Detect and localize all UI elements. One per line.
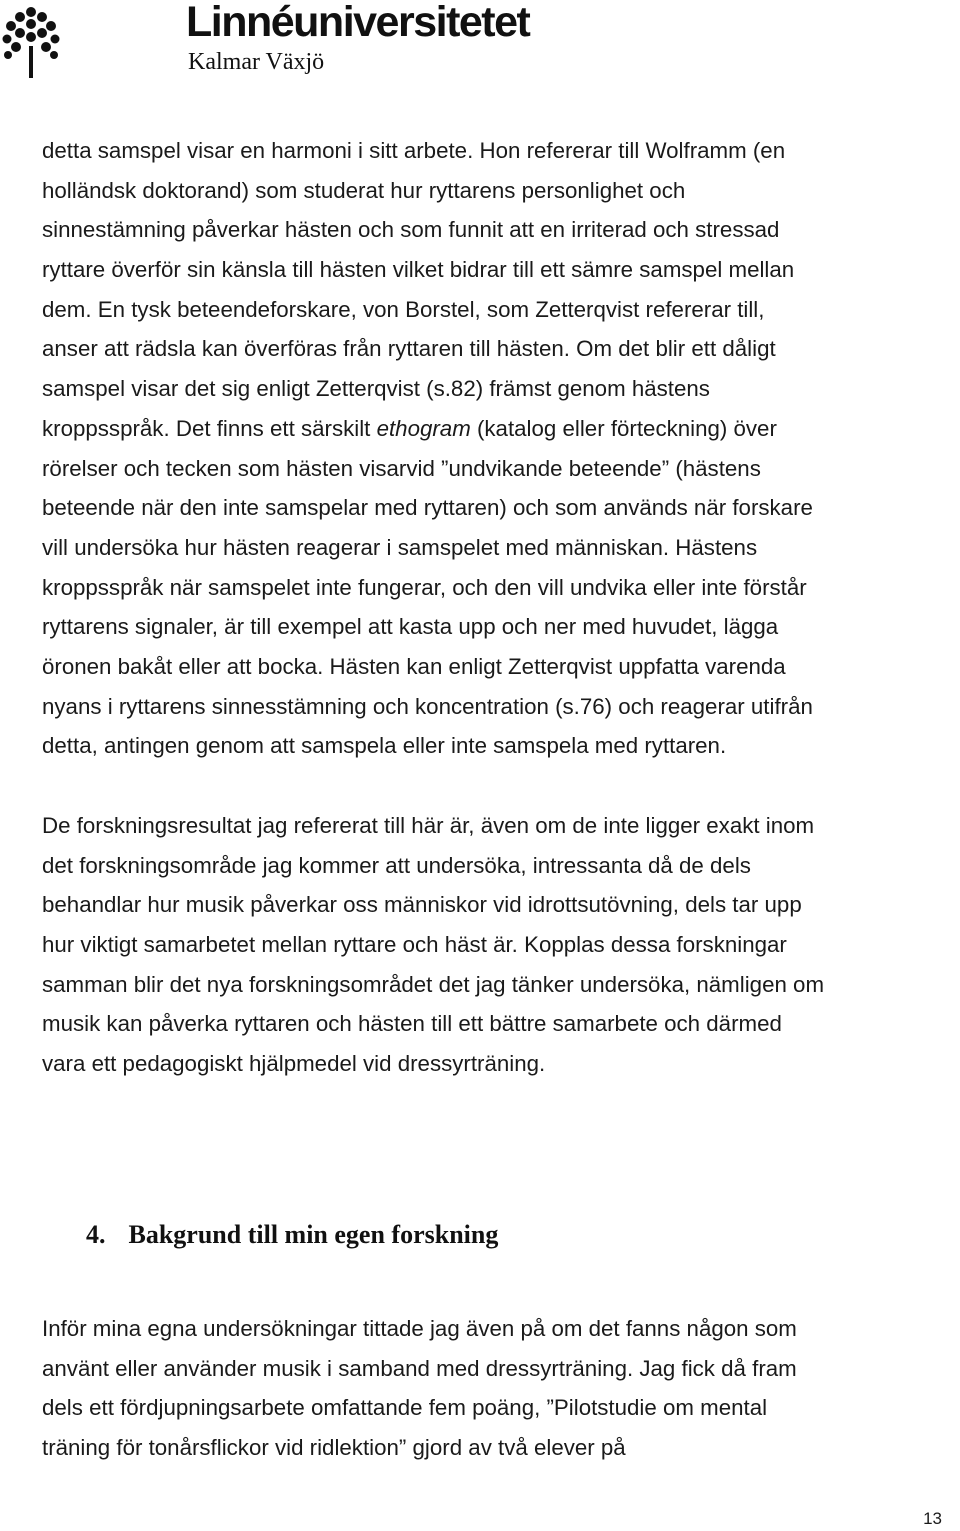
text-line: träning för tonårsflickor vid ridlektion” gjord av två elever på	[42, 1435, 626, 1461]
section-number: 4.	[86, 1220, 106, 1249]
text-fragment: kroppsspråk. Det finns ett särskilt	[42, 415, 377, 441]
text-line: dels ett fördjupningsarbete omfattande fem poäng, ”Pilotstudie om mental	[42, 1395, 768, 1421]
text-line: nyans i ryttarens sinnesstämning och koncentration (s.76) och reagerar utifrån	[42, 693, 813, 719]
italic-term: ethogram	[376, 415, 471, 441]
text-line: vara ett pedagogiskt hjälpmedel vid dressyrträning.	[42, 1051, 546, 1077]
text-line: kroppsspråk när samspelet inte fungerar, och den vill undvika eller inte förstår	[42, 574, 807, 600]
paragraph-2	[42, 806, 960, 1084]
text-line: detta samspel visar en harmoni i sitt arbete. Hon refererar till Wolframm (en	[42, 138, 786, 163]
text-line: holländsk doktorand) som studerat hur ryttarens personlighet och	[42, 177, 686, 203]
text-line: rörelser och tecken som hästen visarvid ”undvikande beteende” (hästens	[42, 455, 761, 481]
text-line: hur viktigt samarbetet mellan ryttare och häst är. Kopplas dessa forskningar	[42, 932, 787, 958]
text-line: musik kan påverka ryttaren och hästen till ett bättre samarbete och därmed	[42, 1011, 782, 1037]
header	[0, 0, 700, 80]
text-line: detta, antingen genom att samspela eller inte samspela med ryttaren.	[42, 733, 727, 759]
text-line: ryttare överför sin känsla till hästen vilket bidrar till ett sämre samspel mellan	[42, 257, 795, 283]
text-line: samman blir det nya forskningsområdet det jag tänker undersöka, nämligen om	[42, 971, 825, 997]
text-line: använt eller använder musik i samband med dressyrträning. Jag fick då fram	[42, 1355, 797, 1381]
paragraph-3	[42, 1309, 960, 1468]
paragraph-1	[42, 131, 960, 766]
logo-subtitle: Kalmar Växjö	[188, 49, 325, 75]
section-title: Bakgrund till min egen forskning	[128, 1220, 499, 1249]
text-line: Inför mina egna undersökningar tittade jag även på om det fanns någon som	[42, 1316, 797, 1341]
text-line: sinnestämning påverkar hästen och som funnit att en irriterad och stressad	[42, 217, 780, 243]
text-line: beteende när den inte samspelar med ryttaren) och som används när forskare	[42, 495, 813, 521]
text-line: vill undersöka hur hästen reagerar i samspelet med människan. Hästens	[42, 534, 758, 560]
text-line: De forskningsresultat jag refererat till här är, även om de inte ligger exakt inom	[42, 813, 815, 838]
section-heading	[86, 1220, 498, 1250]
text-line: behandlar hur musik påverkar oss människor vid idrottsutövning, dels tar upp	[42, 892, 802, 918]
tree-logo-icon	[2, 6, 60, 78]
text-line: öronen bakåt eller att bocka. Hästen kan enligt Zetterqvist uppfatta varenda	[42, 653, 786, 679]
page-number: 13	[923, 1509, 942, 1528]
text-line: det forskningsområde jag kommer att undersöka, intressanta då de dels	[42, 852, 751, 878]
text-line: samspel visar det sig enligt Zetterqvist (s.82) främst genom hästens	[42, 376, 710, 402]
text-line: anser att rädsla kan överföras från ryttaren till hästen. Om det blir ett dåligt	[42, 336, 776, 362]
text-fragment: (katalog eller förteckning) över	[470, 415, 777, 441]
text-line: dem. En tysk beteendeforskare, von Borstel, som Zetterqvist refererar till,	[42, 296, 765, 322]
logo-title: Linnéuniversitetet	[186, 0, 530, 46]
text-line: ryttarens signaler, är till exempel att kasta upp och ner med huvudet, lägga	[42, 614, 779, 640]
text-line-with-term	[42, 409, 960, 449]
